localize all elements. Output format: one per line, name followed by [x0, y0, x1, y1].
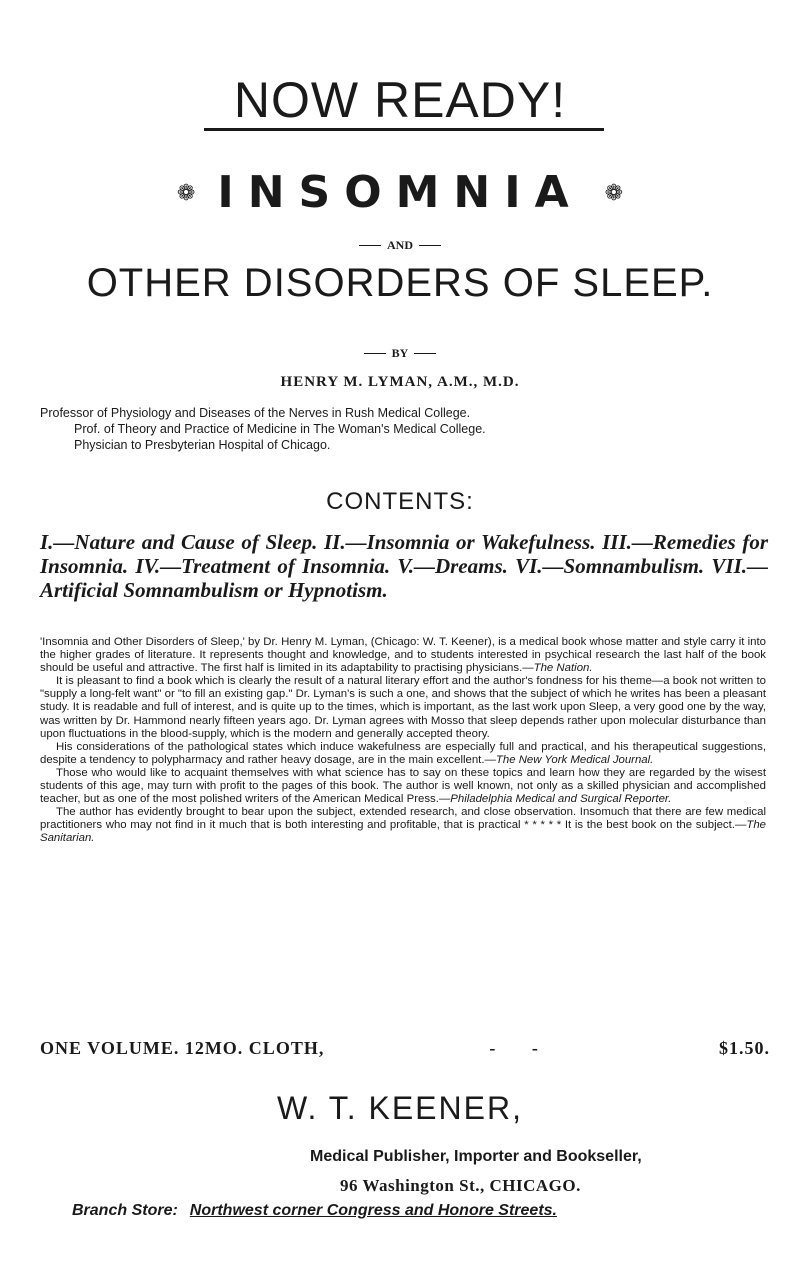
review-text: 'Insomnia and Other Disorders of Sleep,' by Dr. Henry M. Lyman, (Chicago: W. T. Keener), is a medical book whose matter and style carry it into the higher grades of literature. It represents thought and knowledge, and to students interested in psychical research the last half of the book should be useful and attractive. The first half is limited in its adaptability to practising physicians.—	[40, 636, 766, 675]
and-word: AND	[387, 238, 413, 252]
and-separator	[0, 238, 800, 253]
edition-label: ONE VOLUME. 12MO. CLOTH,	[40, 1038, 325, 1058]
publisher-address: 96 Washington St., CHICAGO.	[340, 1176, 581, 1195]
review-paragraph	[40, 741, 766, 767]
ornament-left-icon: ❁	[176, 180, 196, 205]
book-subtitle: OTHER DISORDERS OF SLEEP.	[86, 261, 714, 305]
review-source: The Nation.	[533, 662, 593, 675]
dash-right	[419, 245, 441, 246]
review-text: The author has evidently brought to bear upon the subject, extended research, and close observation. Insomuch that there are few medical practitioners who may not find in it much that is both interesting and profitable, that is practical * * * * * It is the best book on the subject.—	[40, 806, 766, 832]
author-credential: Prof. of Theory and Practice of Medicine in The Woman's Medical College.	[74, 422, 486, 436]
review-source: The Sanitarian.	[40, 819, 766, 845]
review-text: Those who would like to acquaint themselves with what science has to say on these topics and learn how they are regarded by the wisest students of this age, may turn with profit to the pages of this book. The author is well known, not only as a skilled physician and accomplished teacher, but as one of the most polished writers of the American Medical Press.—	[40, 766, 766, 806]
publisher-description: Medical Publisher, Importer and Bookseller,	[310, 1148, 642, 1165]
review-paragraph	[40, 767, 766, 806]
contents-heading: CONTENTS:	[326, 488, 474, 515]
price-leader: - -	[489, 1038, 554, 1058]
book-title-row	[0, 168, 800, 218]
dash-right	[414, 353, 436, 354]
by-word: BY	[391, 346, 409, 360]
branch-store	[72, 1202, 557, 1220]
author-name: HENRY M. LYMAN, A.M., M.D.	[280, 374, 520, 390]
by-separator	[0, 346, 800, 361]
review-paragraph	[40, 675, 766, 740]
headline-underline	[204, 128, 604, 131]
review-text: His considerations of the pathological states which induce wakefulness are especially full and practical, and his therapeutical suggestions, despite a tendency to polypharmacy and rather heavy dosage, are in the main excellent.—	[40, 740, 766, 766]
dash-left	[364, 353, 386, 354]
branch-label: Branch Store:	[72, 1202, 178, 1219]
book-title: INSOMNIA	[217, 167, 583, 218]
contents-list: I.—Nature and Cause of Sleep. II.—Insomnia or Wakefulness. III.—Remedies for Insomnia. IV.—Treatment of Insomnia. V.—Dreams. VI.—Somnambulism. VII.—Artificial Somnambulism or Hypnotism.	[40, 530, 768, 602]
review-paragraph	[40, 806, 766, 845]
author-credential: Professor of Physiology and Diseases of the Nerves in Rush Medical College.	[40, 406, 471, 420]
review-source: Philadelphia Medical and Surgical Reporter.	[450, 793, 672, 806]
price-line	[40, 1038, 770, 1059]
ornament-right-icon: ❁	[604, 180, 624, 205]
review-text: It is pleasant to find a book which is clearly the result of a natural literary effort and the author's fondness for his theme—a book not written to "supply a long-felt want" or "to fill an existing gap." Dr. Lyman's is such a one, and shows that the subject of which he writes has been a pleasant study. It is readable and full of interest, and is quite up to the times, which is important, as the last work upon Sleep, a very good one by the way, was written by Dr. Hammond nearly fifteen years ago. Dr. Lyman agrees with Mosso that sleep depends rather upon molecular disturbance than upon fluctuations in the blood-supply, which is the modern and generally accepted theory.	[40, 675, 766, 740]
publisher-name: W. T. KEENER,	[277, 1090, 523, 1126]
review-paragraph	[40, 636, 766, 675]
author-credential: Physician to Presbyterian Hospital of Chicago.	[74, 438, 331, 452]
reviews-section	[40, 636, 766, 846]
dash-left	[359, 245, 381, 246]
review-source: The New York Medical Journal.	[495, 753, 654, 766]
headline: NOW READY!	[233, 72, 567, 128]
price-value: $1.50.	[718, 1038, 770, 1058]
branch-address: Northwest corner Congress and Honore Streets.	[189, 1202, 557, 1219]
